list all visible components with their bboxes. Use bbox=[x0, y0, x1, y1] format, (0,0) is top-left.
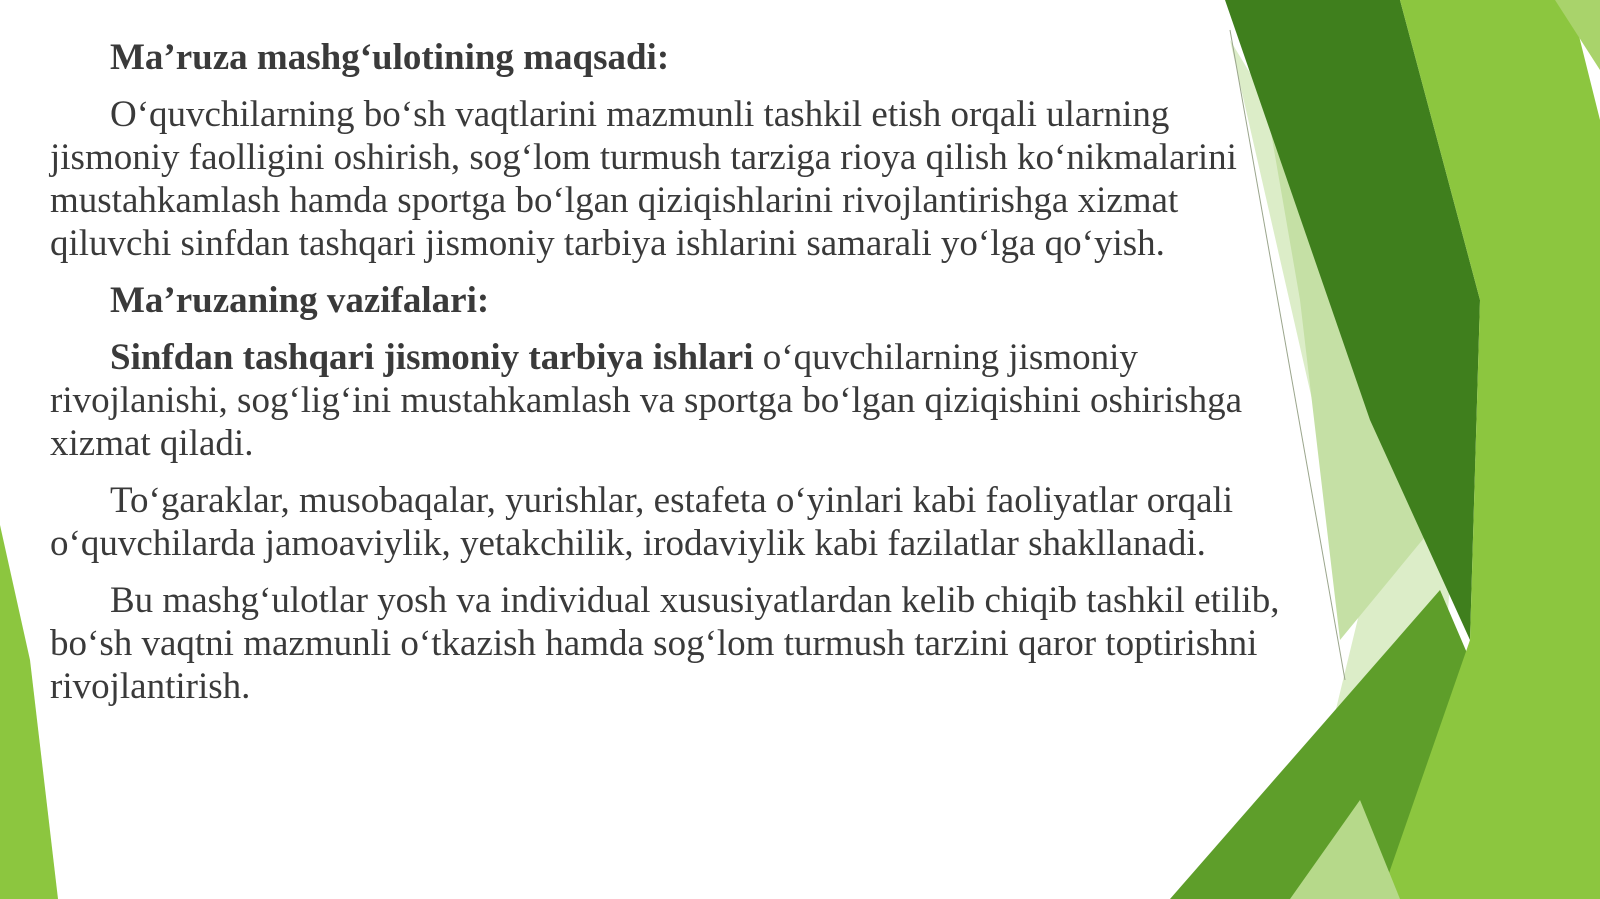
tasks-heading: Ma’ruzaning vazifalari: bbox=[110, 280, 490, 321]
goal-heading-paragraph bbox=[50, 36, 1290, 79]
goal-text: O‘quvchilarning bo‘sh vaqtlarini mazmunli tashkil etish orqali ularning jismoniy faolligini oshirish, sog‘lom turmush tarziga rioya qilish ko‘nikmalarini mustahkamlash hamda sportga bo‘lgan qiziqishlarini rivojlantirishga xizmat qiluvchi sinfdan tashqari jismoniy tarbiya ishlarini samarali yo‘lga qo‘yish. bbox=[50, 94, 1237, 264]
task1-rest: o‘quvchilarning jismoniy rivojlanishi, sog‘lig‘ini mustahkamlash va sportga bo‘lgan qiziqishini oshirishga xizmat qiladi. bbox=[50, 337, 1243, 464]
task1-bold-phrase: Sinfdan tashqari jismoniy tarbiya ishlari bbox=[110, 337, 754, 378]
task-paragraph-2: To‘garaklar, musobaqalar, yurishlar, estafeta o‘yinlari kabi faoliyatlar orqali o‘quvchilarda jamoaviylik, yetakchilik, irodaviylik kabi fazilatlar shakllanadi. bbox=[50, 480, 1234, 564]
goal-heading: Ma’ruza mashg‘ulotining maqsadi: bbox=[110, 37, 670, 78]
task-paragraph-1 bbox=[50, 336, 1290, 465]
slide-content bbox=[50, 36, 1290, 722]
tasks-heading-paragraph bbox=[50, 279, 1290, 322]
task-paragraph-3: Bu mashg‘ulotlar yosh va individual xususiyatlardan kelib chiqib tashkil etilib, bo‘sh vaqtni mazmunli o‘tkazish hamda sog‘lom turmush tarzini qaror toptirishni rivojlantirish. bbox=[50, 580, 1280, 707]
